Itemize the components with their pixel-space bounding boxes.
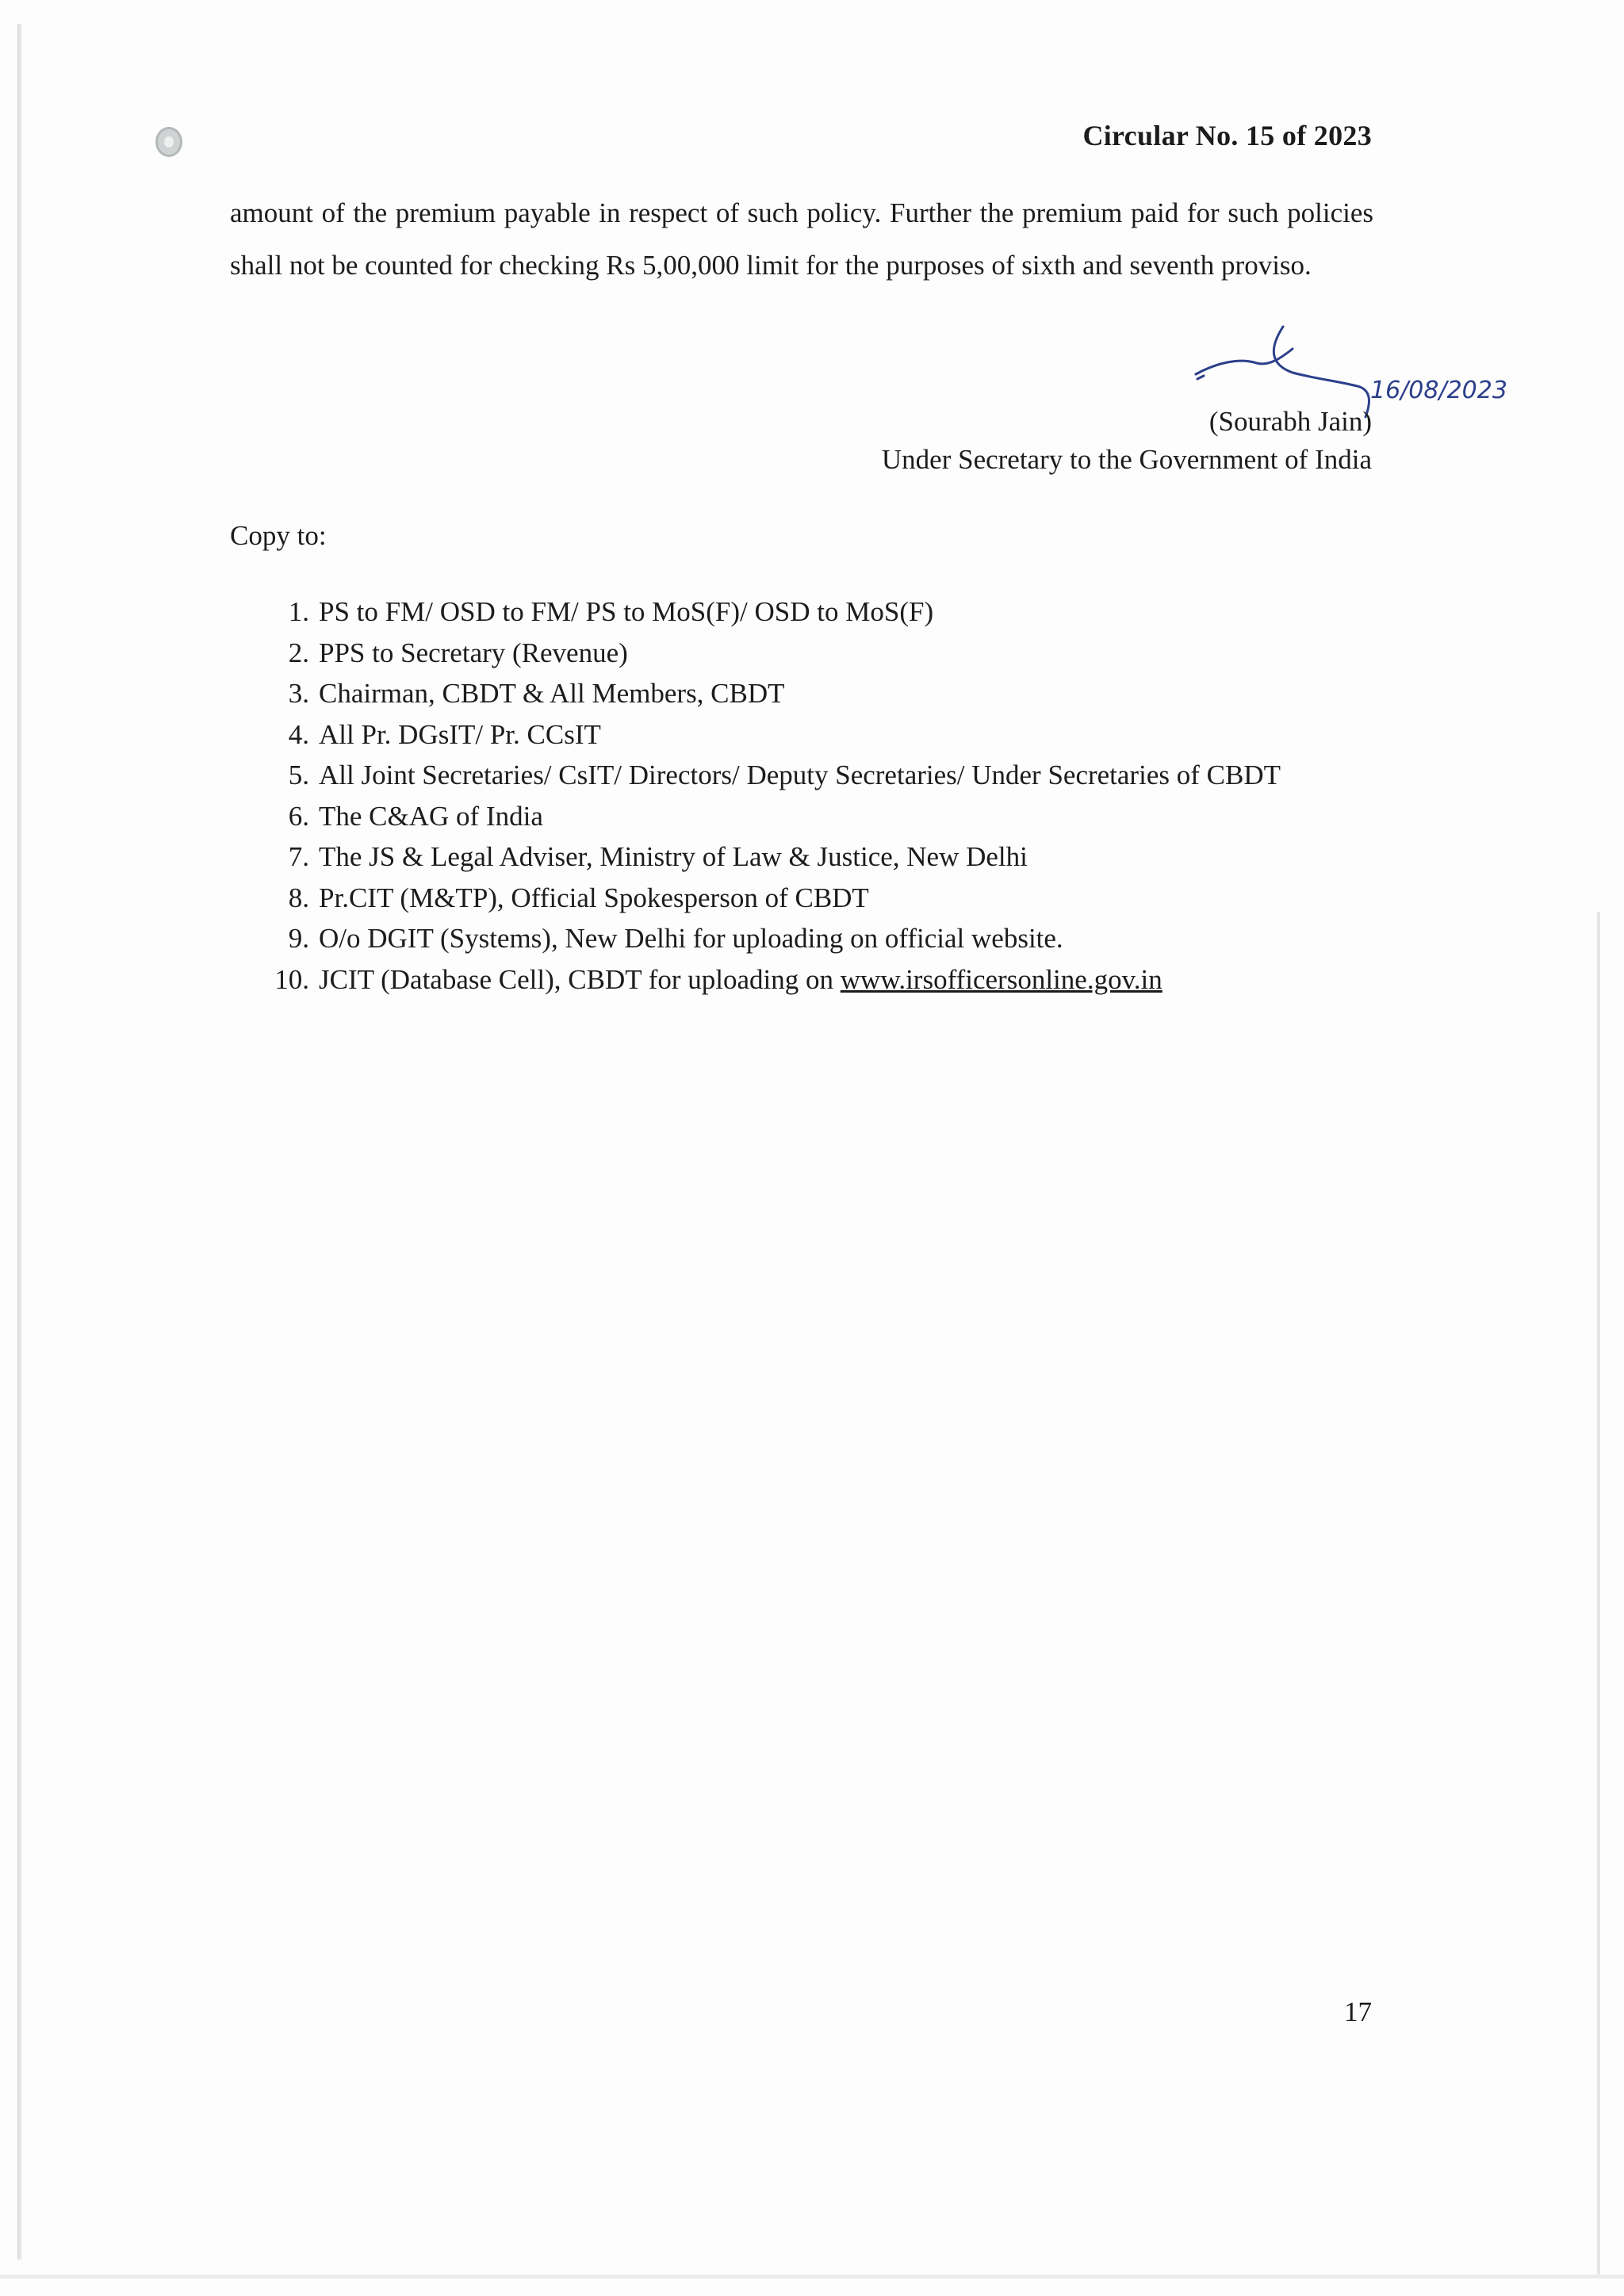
list-item: 1. PS to FM/ OSD to FM/ PS to MoS(F)/ OSD to MoS(F) bbox=[288, 596, 934, 627]
signatory-name: (Sourabh Jain) bbox=[1208, 406, 1372, 437]
list-item: 3. Chairman, CBDT & All Members, CBDT bbox=[288, 678, 785, 709]
list-item: 6. The C&AG of India bbox=[288, 800, 543, 832]
website-link[interactable]: www.irsofficersonline.gov.in bbox=[840, 963, 1162, 995]
scan-edge-right bbox=[1597, 912, 1600, 2275]
scan-edge-left bbox=[17, 24, 22, 2260]
list-item: 7. The JS & Legal Adviser, Ministry of Law & Justice, New Delhi bbox=[288, 841, 1028, 872]
body-paragraph: amount of the premium payable in respect of such policy. Further the premium paid for such policies shall not be counted for checking Rs 5,00,000 limit for the purposes of sixth and seventh proviso. bbox=[230, 197, 1373, 281]
signatory-designation: Under Secretary to the Government of India bbox=[881, 444, 1372, 475]
list-item: 4. All Pr. DGsIT/ Pr. CCsIT bbox=[288, 718, 601, 750]
circular-number: Circular No. 15 of 2023 bbox=[1082, 120, 1372, 151]
copy-to-list bbox=[262, 591, 1281, 1000]
list-item: 10. JCIT (Database Cell), CBDT for uploading on www.irsofficersonline.gov.in bbox=[274, 963, 1162, 995]
scan-edge-bottom bbox=[0, 2275, 1624, 2279]
copy-to-heading: Copy to: bbox=[230, 520, 327, 551]
list-item: 8. Pr.CIT (M&TP), Official Spokesperson of CBDT bbox=[288, 882, 869, 913]
list-item: 5. All Joint Secretaries/ CsIT/ Directors/ Deputy Secretaries/ Under Secretaries of CBDT bbox=[288, 760, 1281, 790]
punch-hole-icon bbox=[155, 127, 182, 157]
page-number: 17 bbox=[1344, 1996, 1372, 2027]
list-item: 2. PPS to Secretary (Revenue) bbox=[288, 637, 628, 668]
list-item: 9. O/o DGIT (Systems), New Delhi for uploading on official website. bbox=[288, 923, 1063, 954]
signature-date: 16/08/2023 bbox=[1370, 377, 1507, 404]
